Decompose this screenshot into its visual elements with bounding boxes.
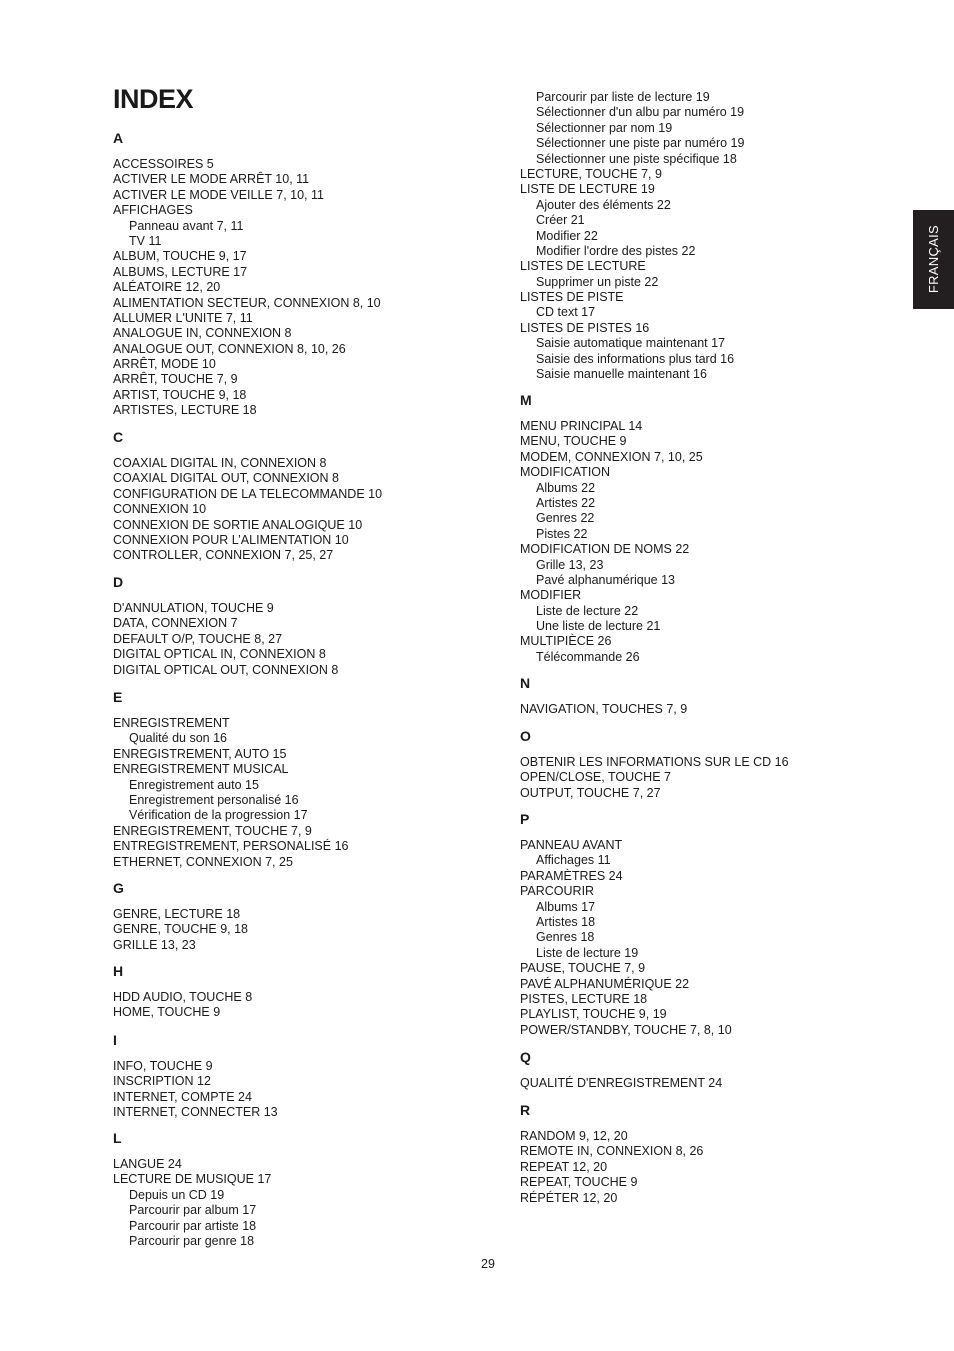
index-section	[113, 1032, 278, 1121]
index-subentry: Grille 13, 23	[536, 557, 604, 572]
index-section	[113, 880, 248, 953]
index-subentry: Sélectionner d'un albu par numéro 19	[536, 105, 745, 120]
index-subentry: Depuis un CD 19	[129, 1187, 225, 1202]
entry-list	[113, 1157, 271, 1249]
index-entry: PAUSE, TOUCHE 7, 9	[520, 961, 646, 976]
page-title: INDEX	[113, 84, 194, 114]
index-entry: ARTISTES, LECTURE 18	[113, 403, 257, 418]
index-entry: MODIFIER	[520, 588, 582, 603]
entry-list	[113, 456, 382, 564]
section-letter: R	[520, 1102, 531, 1118]
index-subentry: Ajouter des éléments 22	[536, 197, 671, 212]
index-entry: DIGITAL OPTICAL IN, CONNEXION 8	[113, 647, 326, 662]
index-subentry: Télécommande 26	[536, 649, 640, 664]
entry-list	[520, 419, 703, 665]
index-entry: REMOTE IN, CONNEXION 8, 26	[520, 1144, 704, 1159]
index-subentry: Genres 18	[536, 930, 595, 945]
index-subentry: Artistes 18	[536, 914, 596, 929]
index-entry: ENREGISTREMENT, TOUCHE 7, 9	[113, 823, 312, 838]
index-entry: ACTIVER LE MODE VEILLE 7, 10, 11	[113, 187, 324, 202]
index-entry: ACTIVER LE MODE ARRÊT 10, 11	[113, 172, 310, 187]
index-subentry: Modifier 22	[536, 228, 598, 243]
entry-list	[113, 1059, 278, 1121]
index-entry: ARTIST, TOUCHE 9, 18	[113, 387, 247, 402]
index-entry: MENU PRINCIPAL 14	[520, 419, 643, 433]
index-entry: INSCRIPTION 12	[113, 1074, 211, 1089]
index-subentry: Affichages 11	[536, 853, 611, 868]
index-entry: MODEM, CONNEXION 7, 10, 25	[520, 449, 703, 464]
index-entry: RANDOM 9, 12, 20	[520, 1129, 628, 1143]
index-entry: ENREGISTREMENT MUSICAL	[113, 762, 289, 777]
index-entry: MULTIPIÈCE 26	[520, 634, 612, 649]
section-letter: H	[113, 963, 124, 979]
section-letter: G	[113, 880, 124, 896]
index-subentry: Vérification de la progression 17	[129, 808, 308, 823]
index-section	[520, 728, 789, 801]
index-entry: CONNEXION 10	[113, 502, 207, 517]
index-subentry: Genres 22	[536, 511, 595, 526]
index-entry: DEFAULT O/P, TOUCHE 8, 27	[113, 631, 283, 646]
index-section	[113, 130, 381, 419]
entry-list	[520, 755, 789, 801]
section-letter: N	[520, 675, 531, 691]
index-section	[113, 574, 338, 678]
section-letter: I	[113, 1032, 117, 1048]
index-entry: MODIFICATION DE NOMS 22	[520, 542, 690, 557]
entry-list	[113, 990, 252, 1021]
entry-list	[113, 601, 338, 678]
index-entry: ALIMENTATION SECTEUR, CONNEXION 8, 10	[113, 295, 381, 310]
index-section	[520, 1049, 722, 1091]
section-letter: M	[520, 392, 532, 408]
index-entry: QUALITÉ D'ENREGISTREMENT 24	[520, 1076, 723, 1090]
index-subentry: Parcourir par artiste 18	[129, 1218, 257, 1233]
index-entry: OPEN/CLOSE, TOUCHE 7	[520, 770, 671, 785]
index-entry: INTERNET, CONNECTER 13	[113, 1105, 278, 1120]
index-entry: NAVIGATION, TOUCHES 7, 9	[520, 702, 688, 716]
page-number: 29	[481, 1257, 495, 1271]
index-subentry: TV 11	[129, 233, 162, 248]
index-entry: RÉPÉTER 12, 20	[520, 1190, 618, 1205]
index-entry: PANNEAU AVANT	[520, 838, 623, 852]
index-entry: REPEAT 12, 20	[520, 1159, 608, 1174]
index-entry: CONFIGURATION DE LA TELECOMMANDE 10	[113, 486, 383, 501]
index-subentry: Albums 22	[536, 480, 596, 495]
index-subentry: Pavé alphanumérique 13	[536, 572, 675, 587]
language-tab-label: FRANÇAIS	[926, 225, 941, 294]
index-subentry: Liste de lecture 22	[536, 603, 639, 618]
index-entry: ENREGISTREMENT, AUTO 15	[113, 746, 287, 761]
index-entry: CONTROLLER, CONNEXION 7, 25, 27	[113, 548, 334, 563]
index-section	[113, 429, 382, 564]
index-entry: HOME, TOUCHE 9	[113, 1005, 221, 1020]
index-subentry: Parcourir par genre 18	[129, 1233, 255, 1248]
index-entry: ARRÊT, TOUCHE 7, 9	[113, 372, 238, 387]
section-letter: D	[113, 574, 124, 590]
entry-list	[520, 1129, 703, 1206]
index-entry: CONNEXION DE SORTIE ANALOGIQUE 10	[113, 517, 363, 532]
index-entry: LANGUE 24	[113, 1157, 182, 1171]
index-entry: POWER/STANDBY, TOUCHE 7, 8, 10	[520, 1022, 732, 1037]
index-entry: COAXIAL DIGITAL OUT, CONNEXION 8	[113, 471, 339, 486]
index-entry: ANALOGUE IN, CONNEXION 8	[113, 326, 292, 341]
index-entry: LISTES DE PISTE	[520, 290, 624, 305]
section-letter: O	[520, 728, 531, 744]
entry-list	[113, 907, 248, 953]
index-section	[520, 675, 687, 717]
index-subentry: Parcourir par liste de lecture 19	[536, 90, 710, 104]
entry-list	[520, 838, 732, 1038]
index-entry: ANALOGUE OUT, CONNEXION 8, 10, 26	[113, 341, 346, 356]
index-entry: ACCESSOIRES 5	[113, 157, 214, 171]
index-entry: HDD AUDIO, TOUCHE 8	[113, 990, 253, 1004]
index-entry: GRILLE 13, 23	[113, 937, 196, 952]
section-letter: Q	[520, 1049, 531, 1065]
index-subentry: Qualité du son 16	[129, 731, 227, 746]
index-entry: PISTES, LECTURE 18	[520, 991, 648, 1006]
index-section	[520, 811, 732, 1038]
section-letter: L	[113, 1130, 122, 1146]
index-entry: INFO, TOUCHE 9	[113, 1059, 213, 1073]
index-subentry: Sélectionner une piste spécifique 18	[536, 151, 737, 166]
index-entry: LECTURE DE MUSIQUE 17	[113, 1172, 272, 1187]
index-subentry: Saisie automatique maintenant 17	[536, 336, 726, 351]
index-entry: ALBUMS, LECTURE 17	[113, 264, 248, 279]
index-entry: ALÉATOIRE 12, 20	[113, 280, 221, 295]
index-entry: INTERNET, COMPTE 24	[113, 1089, 252, 1104]
index-entry: AFFICHAGES	[113, 203, 193, 218]
index-subentry: Sélectionner par nom 19	[536, 120, 673, 135]
index-entry: ALLUMER L'UNITE 7, 11	[113, 310, 253, 325]
index-entry: COAXIAL DIGITAL IN, CONNEXION 8	[113, 456, 327, 470]
index-subentry: Artistes 22	[536, 495, 596, 510]
entry-list	[520, 90, 744, 382]
index-entry: PLAYLIST, TOUCHE 9, 19	[520, 1007, 667, 1022]
index-subentry: Une liste de lecture 21	[536, 619, 661, 634]
section-letter: E	[113, 689, 123, 705]
index-subentry: Créer 21	[536, 213, 585, 228]
index-subentry: Saisie des informations plus tard 16	[536, 351, 735, 366]
index-entry: DIGITAL OPTICAL OUT, CONNEXION 8	[113, 662, 339, 677]
index-subentry: Modifier l'ordre des pistes 22	[536, 243, 696, 258]
index-entry: DATA, CONNEXION 7	[113, 616, 238, 631]
index-entry: REPEAT, TOUCHE 9	[520, 1175, 638, 1190]
index-entry: MENU, TOUCHE 9	[520, 434, 627, 449]
index-subentry: Enregistrement auto 15	[129, 777, 259, 792]
index-subentry: Panneau avant 7, 11	[129, 218, 244, 233]
index-entry: PARCOURIR	[520, 884, 595, 899]
index-section	[520, 392, 703, 665]
index-section	[113, 1130, 271, 1249]
index-entry: PARAMÈTRES 24	[520, 868, 623, 883]
index-entry: ETHERNET, CONNEXION 7, 25	[113, 854, 293, 869]
index-subentry: Pistes 22	[536, 526, 588, 541]
entry-list	[520, 702, 687, 717]
index-entry: LECTURE, TOUCHE 7, 9	[520, 166, 662, 181]
index-entry: GENRE, LECTURE 18	[113, 907, 241, 921]
index-entry: LISTE DE LECTURE 19	[520, 182, 655, 197]
index-subentry: Liste de lecture 19	[536, 945, 639, 960]
index-entry: ARRÊT, MODE 10	[113, 357, 216, 372]
index-subentry: Supprimer un piste 22	[536, 274, 659, 289]
index-entry: ENREGISTREMENT	[113, 716, 230, 730]
entry-list	[113, 157, 381, 419]
language-tab	[913, 210, 954, 309]
index-section	[520, 1102, 703, 1206]
index-subentry: Parcourir par album 17	[129, 1203, 257, 1218]
index-entry: MODIFICATION	[520, 465, 611, 480]
index-entry: D'ANNULATION, TOUCHE 9	[113, 601, 274, 615]
index-entry: CONNEXION POUR L’ALIMENTATION 10	[113, 532, 349, 547]
index-entry: LISTES DE LECTURE	[520, 259, 646, 274]
section-letter: P	[520, 811, 530, 827]
section-letter: A	[113, 130, 124, 146]
index-subentry: Albums 17	[536, 899, 596, 914]
index-section	[113, 963, 252, 1021]
index-section	[113, 689, 348, 870]
index-entry: OUTPUT, TOUCHE 7, 27	[520, 785, 661, 800]
section-letter: C	[113, 429, 124, 445]
index-entry: OBTENIR LES INFORMATIONS SUR LE CD 16	[520, 755, 789, 769]
index-subentry: Sélectionner une piste par numéro 19	[536, 136, 745, 151]
index-section	[520, 90, 744, 382]
index-entry: PAVÉ ALPHANUMÉRIQUE 22	[520, 976, 690, 991]
entry-list	[520, 1076, 722, 1091]
index-entry: ENTREGISTREMENT, PERSONALISÉ 16	[113, 839, 349, 854]
entry-list	[113, 716, 348, 870]
index-subentry: Saisie manuelle maintenant 16	[536, 367, 707, 382]
index-subentry: CD text 17	[536, 305, 596, 320]
index-entry: LISTES DE PISTES 16	[520, 320, 650, 335]
index-entry: ALBUM, TOUCHE 9, 17	[113, 249, 247, 264]
index-subentry: Enregistrement personalisé 16	[129, 792, 299, 807]
index-entry: GENRE, TOUCHE 9, 18	[113, 922, 248, 937]
